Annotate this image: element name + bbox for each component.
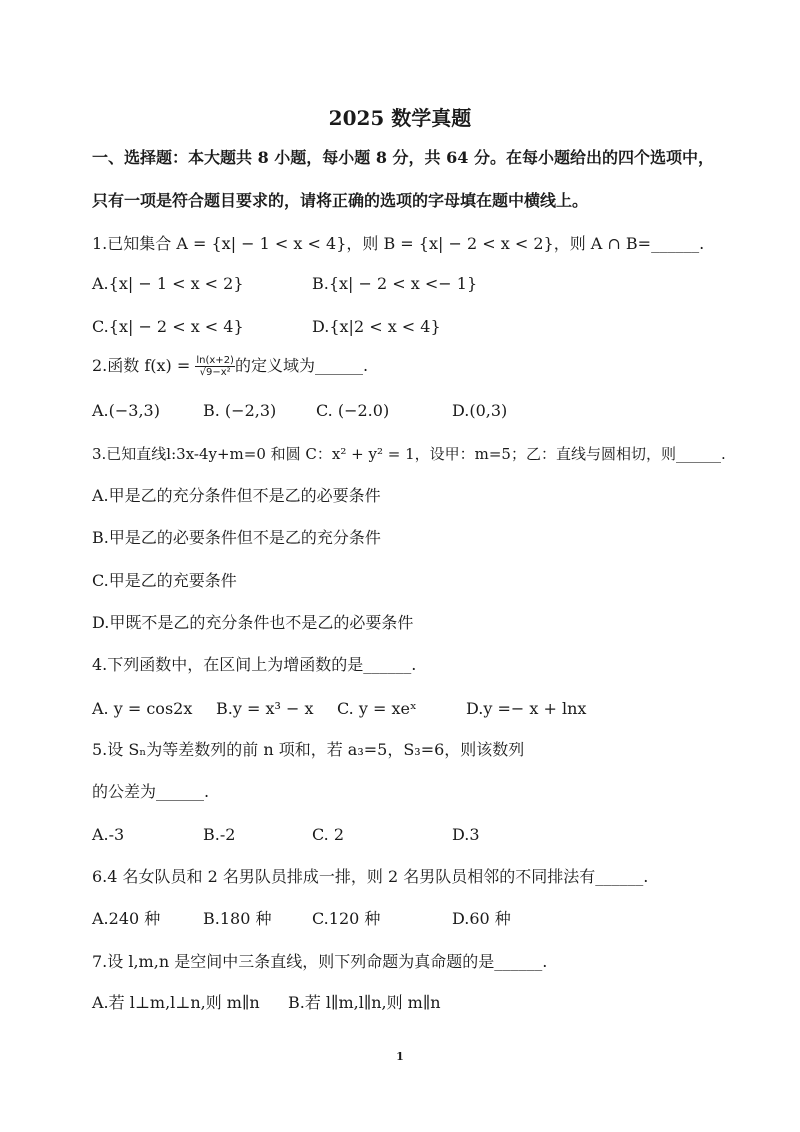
- question-3-option-c: C.甲是乙的充要条件: [92, 571, 237, 590]
- question-2-suffix: 的定义域为______.: [234, 356, 369, 375]
- question-2-option-b: B. (−2,3): [203, 401, 277, 420]
- question-2-option-c: C. (−2.0): [316, 401, 390, 420]
- question-1-stem: 1.已知集合 A = {x| − 1 < x < 4}，则 B = {x| − 2 < x < 2}，则 A ∩ B=______.: [92, 234, 705, 253]
- page-title: 2025 数学真题: [328, 106, 472, 130]
- question-1-option-b: B.{x| − 2 < x <− 1}: [312, 274, 478, 293]
- section-instructions-line1: 一、选择题：本大题共 8 小题，每小题 8 分，共 64 分。在每小题给出的四个选项中，: [92, 148, 714, 167]
- question-5-option-c: C. 2: [312, 825, 345, 844]
- question-6-stem: 6.4 名女队员和 2 名男队员排成一排，则 2 名男队员相邻的不同排法有______.: [92, 867, 649, 886]
- page-number: 1: [396, 1050, 404, 1063]
- question-4-option-c: C. y = xeˣ: [337, 699, 417, 718]
- question-2-stem: [92, 355, 368, 378]
- question-4-option-b: B.y = x³ − x: [216, 699, 314, 718]
- question-3-option-b: B.甲是乙的必要条件但不是乙的充分条件: [92, 528, 381, 547]
- question-1-option-c: C.{x| − 2 < x < 4}: [92, 317, 244, 336]
- question-4-option-a: A. y = cos2x: [92, 699, 193, 718]
- question-1-option-d: D.{x|2 < x < 4}: [312, 317, 441, 336]
- question-5-stem-line2: 的公差为______.: [92, 782, 210, 801]
- question-6-option-c: C.120 种: [312, 909, 381, 928]
- question-4-option-d: D.y =− x + lnx: [466, 699, 587, 718]
- question-2-numerator: ln(x+2): [196, 355, 234, 366]
- question-2-fraction: [195, 355, 235, 378]
- question-6-option-a: A.240 种: [92, 909, 161, 928]
- question-5-option-d: D.3: [452, 825, 480, 844]
- question-7-option-b: B.若 l∥m,l∥n,则 m∥n: [288, 993, 441, 1012]
- question-3-option-a: A.甲是乙的充分条件但不是乙的必要条件: [92, 486, 381, 505]
- question-3-option-d: D.甲既不是乙的充分条件也不是乙的必要条件: [92, 613, 414, 632]
- question-2-option-a: A.(−3,3): [92, 401, 160, 420]
- question-5-stem-line1: 5.设 Sₙ为等差数列的前 n 项和，若 a₃=5，S₃=6，则该数列: [92, 740, 525, 759]
- question-6-option-b: B.180 种: [203, 909, 272, 928]
- question-4-stem: 4.下列函数中，在区间上为增函数的是______.: [92, 655, 417, 674]
- question-7-option-a: A.若 l⊥m,l⊥n,则 m∥n: [92, 993, 260, 1012]
- question-5-option-a: A.-3: [92, 825, 125, 844]
- question-5-option-b: B.-2: [203, 825, 236, 844]
- question-2-prefix: 2.函数 f(x) =: [92, 356, 196, 375]
- question-6-option-d: D.60 种: [452, 909, 511, 928]
- question-2-option-d: D.(0,3): [452, 401, 508, 420]
- section-instructions-line2: 只有一项是符合题目要求的，请将正确的选项的字母填在题中横线上。: [92, 191, 589, 210]
- question-1-option-a: A.{x| − 1 < x < 2}: [92, 274, 244, 293]
- question-3-stem: 3.已知直线l:3x-4y+m=0 和圆 C：x² + y² = 1，设甲：m=5；乙：直线与圆相切，则______.: [92, 445, 726, 463]
- question-7-stem: 7.设 l,m,n 是空间中三条直线，则下列命题为真命题的是______.: [92, 952, 548, 971]
- question-2-denominator: √9−x²: [199, 367, 231, 378]
